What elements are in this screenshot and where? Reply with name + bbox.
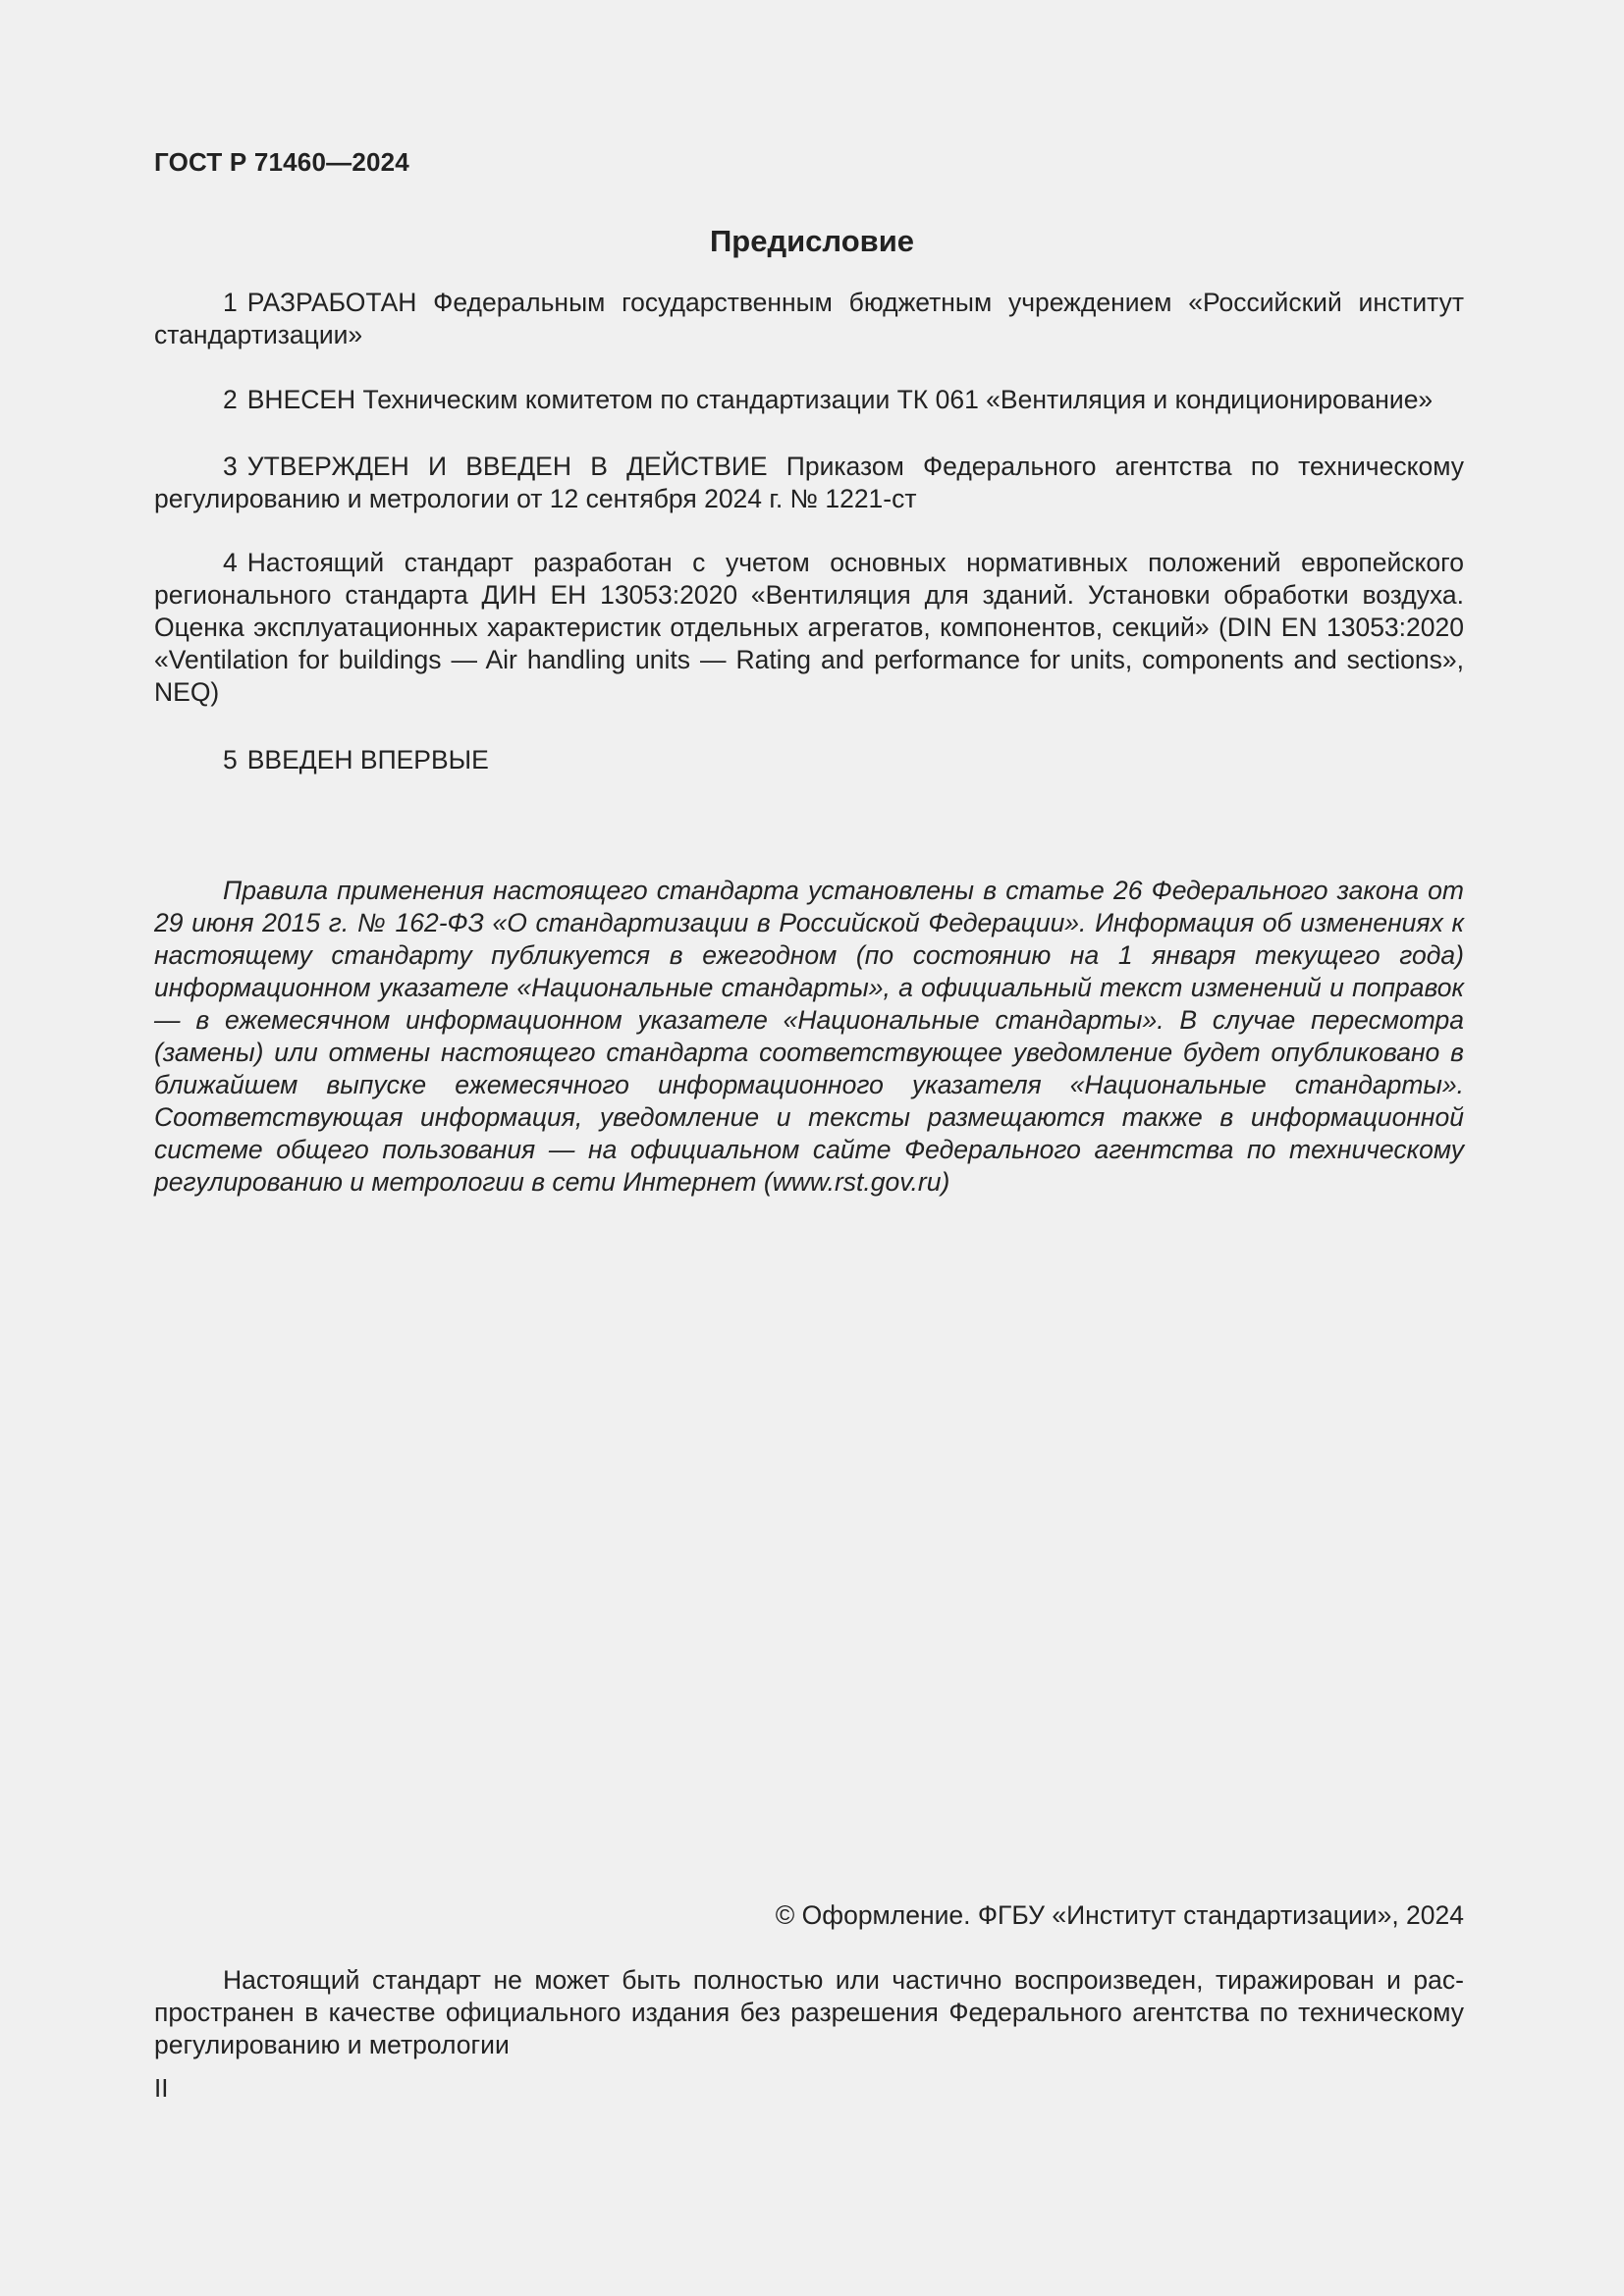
copyright-notice: © Оформление. ФГБУ «Институт стандартизации», 2024 bbox=[775, 1900, 1464, 1930]
page-title: Предисловие bbox=[709, 224, 914, 258]
item-number: 5 bbox=[223, 745, 238, 774]
page-number: II bbox=[154, 2073, 169, 2103]
reproduction-notice: Настоящий стандарт не может быть полностью или частично воспроизведен, тиражирован и распространен в качестве официального издания без разрешения Федерального агентства по техническому регулированию и метрологии bbox=[154, 1965, 1464, 2059]
rules-note: Правила применения настоящего стандарта установлены в статье 26 Федерального закона от 29 июня 2015 г. № 162-ФЗ «О стандартизации в Российской Федерации». Информация об изменениях к настоящему стандарту публикуется в ежегодном (по состоянию на 1 января текущего года) информационном указателе «Национальные стандарты», а официальный текст изменений и поправок — в ежемесячном информационном указателе «Национальные стандарты». В случае пересмотра (замены) или отмены настоящего стандарта соответствующее уведомление будет опубликовано в ближайшем выпуске ежемесячного информационного указателя «Национальные стандарты». Соответствующая информация, уведомление и тексты размещаются также в информационной системе общего пользования — на официальном сайте Федерального агентства по техническому регулированию и метрологии в сети Интернет (www.rst.gov.ru) bbox=[154, 876, 1464, 1197]
foreword-item-5 bbox=[154, 744, 1464, 776]
foreword-item-2 bbox=[154, 384, 1464, 416]
document-code: ГОСТ Р 71460—2024 bbox=[154, 147, 409, 177]
item-number: 4 bbox=[223, 548, 238, 577]
item-text: ВНЕСЕН Техническим комитетом по стандартизации ТК 061 «Вентиляция и кондиционирование» bbox=[246, 385, 1434, 414]
foreword-item-3 bbox=[154, 451, 1464, 515]
item-text: Настоящий стандарт разработан с учетом основных нормативных положений европейского регионального стандарта ДИН ЕН 13053:2020 «Вентиляция для зданий. Установки обработки воздуха. Оценка эксплуатационных характеристик отдельных агрегатов, компонентов, секций» (DIN EN 13053:2020 «Ventilation for buildings — Air handling units — Rating and performance for units, components and sections», NEQ) bbox=[154, 548, 1464, 707]
item-number: 2 bbox=[223, 385, 238, 414]
item-text: УТВЕРЖДЕН И ВВЕДЕН В ДЕЙСТВИЕ Приказом Федерального агентства по техническому регулированию и метрологии от 12 сентября 2024 г. № 1221-ст bbox=[154, 452, 1464, 513]
item-number: 1 bbox=[223, 288, 238, 317]
item-text: ВВЕДЕН ВПЕРВЫЕ bbox=[246, 745, 489, 774]
foreword-item-4 bbox=[154, 547, 1464, 709]
foreword-item-1 bbox=[154, 287, 1464, 351]
item-text: РАЗРАБОТАН Федеральным государственным бюджетным учреждением «Российский институт стандартизации» bbox=[154, 288, 1464, 349]
item-number: 3 bbox=[223, 452, 238, 481]
